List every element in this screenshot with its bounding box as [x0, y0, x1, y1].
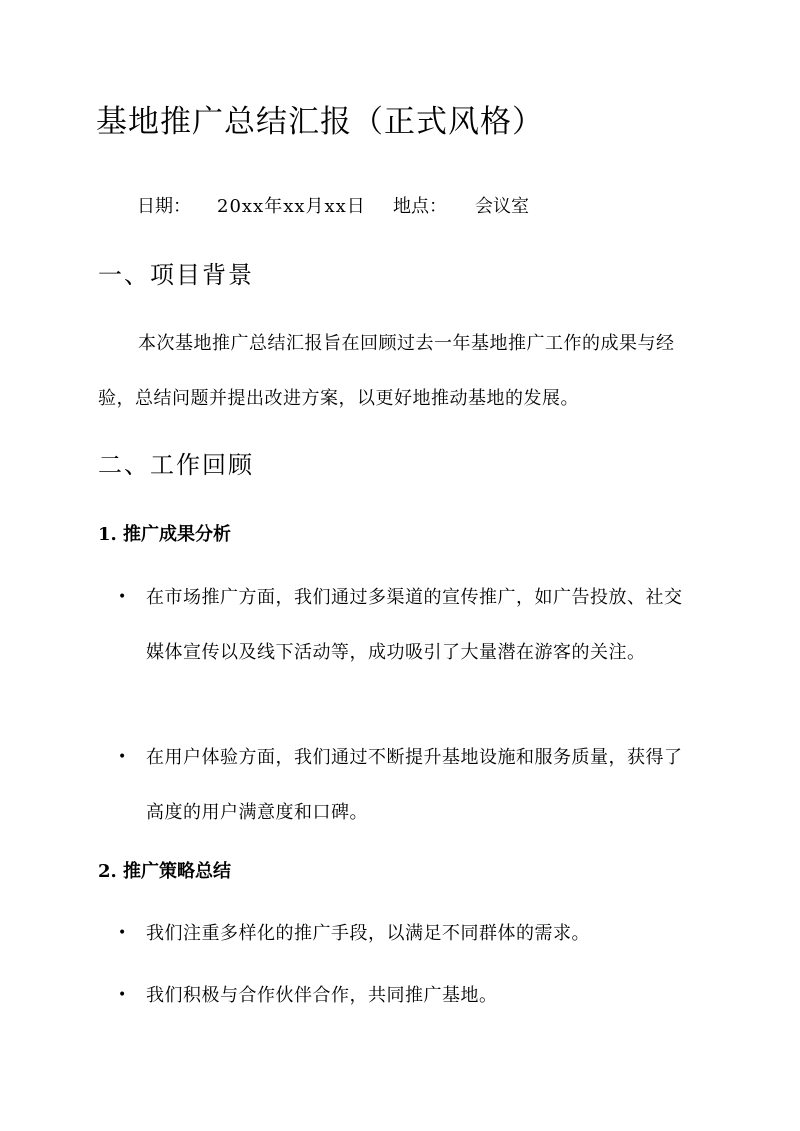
list-item-text: 在市场推广方面，我们通过多渠道的宣传推广，如广告投放、社交媒体宣传以及线下活动等，成功吸引了大量潜在游客的关注。	[146, 587, 683, 663]
meta-line	[137, 192, 529, 218]
list-item-text: 我们注重多样化的推广手段，以满足不同群体的需求。	[146, 923, 590, 944]
location-value: 会议室	[475, 196, 529, 217]
document-title: 基地推广总结汇报（正式风格）	[96, 104, 544, 140]
list-item	[118, 570, 698, 680]
bullet-icon: •	[118, 987, 127, 1003]
background-paragraph: 本次基地推广总结汇报旨在回顾过去一年基地推广工作的成果与经验，总结问题并提出改进方案，以更好地推动基地的发展。	[98, 333, 675, 409]
subsection-heading-strategy: 2. 推广策略总结	[98, 861, 232, 882]
bullet-icon: •	[118, 589, 127, 605]
date-value: 20xx年xx月xx日	[217, 196, 366, 217]
subsection-heading-results: 1. 推广成果分析	[98, 524, 232, 545]
list-item-text: 我们积极与合作伙伴合作，共同推广基地。	[146, 985, 498, 1006]
section-heading-review: 二、工作回顾	[98, 451, 254, 479]
section-heading-background: 一、项目背景	[98, 261, 254, 289]
list-item	[118, 730, 698, 840]
bullet-icon: •	[118, 925, 127, 941]
bullet-icon: •	[118, 749, 127, 765]
list-item	[118, 968, 698, 1023]
date-label: 日期：	[137, 196, 191, 217]
list-item-text: 在用户体验方面，我们通过不断提升基地设施和服务质量，获得了高度的用户满意度和口碑。	[146, 747, 683, 823]
list-item	[118, 906, 698, 961]
location-label: 地点：	[393, 196, 447, 217]
